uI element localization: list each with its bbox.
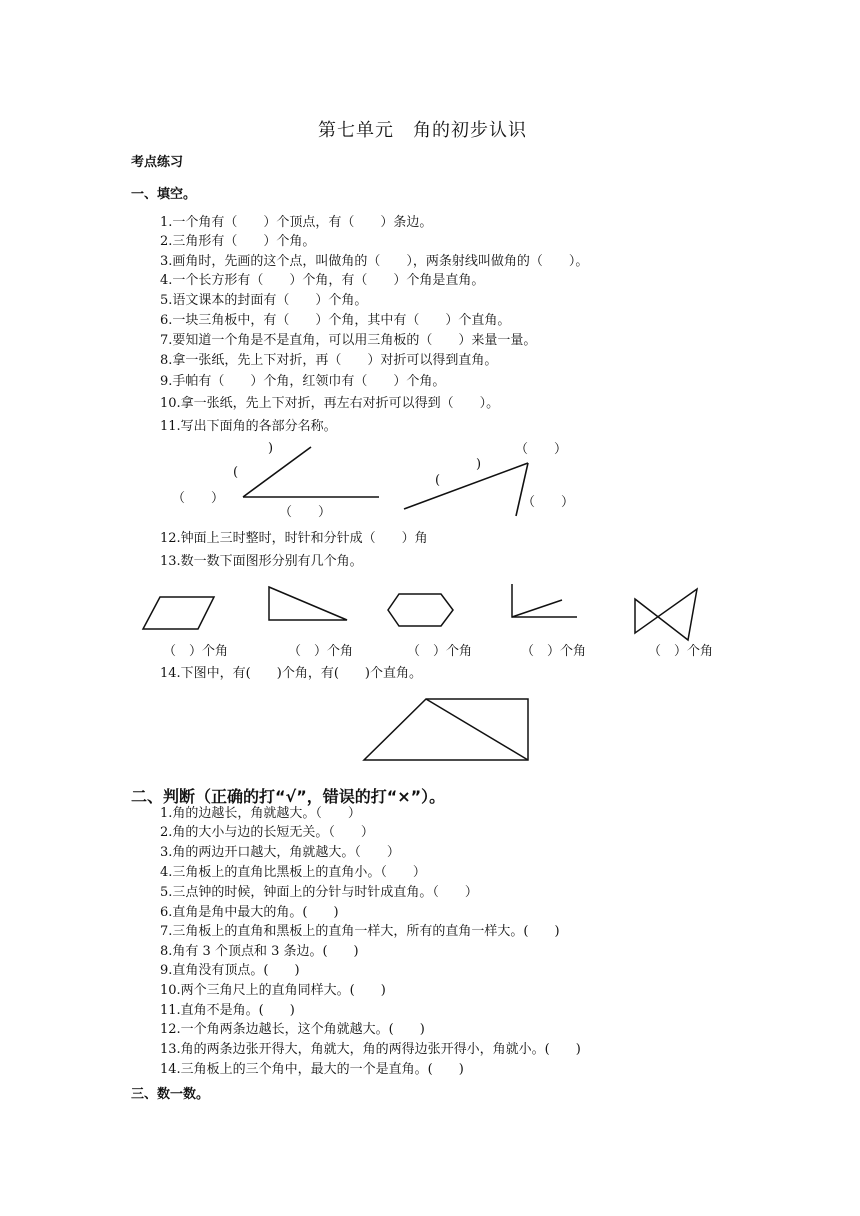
judge-item-2: 2.角的大小与边的长短无关。（ ） bbox=[160, 825, 374, 840]
angle1-mark-top: ) bbox=[268, 441, 274, 456]
section3-heading: 三、数一数。 bbox=[131, 1087, 210, 1102]
judge-item-5: 5.三点钟的时候，钟面上的分针与时针成直角。（ ） bbox=[160, 885, 478, 900]
section1-heading: 一、填空。 bbox=[131, 187, 197, 202]
angle1-mark-mid: ( bbox=[233, 465, 239, 480]
judge-item-12: 12.一个角两条边越长，这个角就越大。( ) bbox=[160, 1022, 425, 1037]
judge-item-1: 1.角的边越长，角就越大。（ ） bbox=[160, 806, 361, 821]
fill-item-11: 11.写出下面角的各部分名称。 bbox=[160, 419, 337, 434]
page-subtitle: 考点练习 bbox=[131, 155, 184, 170]
count-label-4: （ ）个角 bbox=[521, 644, 587, 659]
judge-item-14: 14.三角板上的三个角中，最大的一个是直角。( ) bbox=[160, 1062, 464, 1077]
judge-item-8: 8.角有 3 个顶点和 3 条边。( ) bbox=[160, 944, 359, 959]
fill-item-13: 13.数一数下面图形分别有几个角。 bbox=[160, 554, 363, 569]
count-label-5: （ ）个角 bbox=[648, 644, 714, 659]
judge-item-6: 6.直角是角中最大的角。( ) bbox=[160, 905, 339, 920]
judge-item-13: 13.角的两条边张开得大，角就大，角的两得边张开得小，角就小。( ) bbox=[160, 1042, 581, 1057]
fill-item-14: 14.下图中，有( )个角，有( )个直角。 bbox=[160, 666, 422, 681]
judge-item-10: 10.两个三角尺上的直角同样大。( ) bbox=[160, 983, 386, 998]
fill-item-9: 9.手帕有（ ）个角，红领巾有（ ）个角。 bbox=[160, 374, 446, 389]
fill-item-3: 3.画角时，先画的这个点，叫做角的（ ），两条射线叫做角的（ ）。 bbox=[160, 254, 589, 269]
fill-item-2: 2.三角形有（ ）个角。 bbox=[160, 234, 316, 249]
count-label-3: （ ）个角 bbox=[407, 644, 473, 659]
fill-item-8: 8.拿一张纸，先上下对折，再（ ）对折可以得到直角。 bbox=[160, 353, 498, 368]
fill-item-4: 4.一个长方形有（ ）个角，有（ ）个角是直角。 bbox=[160, 273, 485, 288]
judge-item-11: 11.直角不是角。( ) bbox=[160, 1003, 295, 1018]
angle1-label-side: （ ） bbox=[279, 505, 332, 520]
fill-item-12: 12.钟面上三时整时，时针和分针成（ ）角 bbox=[160, 531, 428, 546]
angle1-label-vertex: （ ） bbox=[172, 491, 225, 506]
fill-item-6: 6.一块三角板中，有（ ）个角，其中有（ ）个直角。 bbox=[160, 313, 511, 328]
angle2-mark-top: ) bbox=[476, 457, 482, 472]
judge-item-3: 3.角的两边开口越大，角就越大。（ ） bbox=[160, 845, 400, 860]
count-label-1: （ ）个角 bbox=[163, 644, 229, 659]
fill-item-10: 10.拿一张纸，先上下对折，再左右对折可以得到（ ）。 bbox=[160, 396, 500, 411]
trapezoid-shape bbox=[364, 699, 528, 760]
section2-heading: 二、判断（正确的打“√”，错误的打“×”）。 bbox=[131, 787, 446, 806]
judge-item-7: 7.三角板上的直角和黑板上的直角一样大，所有的直角一样大。( ) bbox=[160, 924, 560, 939]
fill-item-1: 1.一个角有（ ）个顶点，有（ ）条边。 bbox=[160, 215, 433, 230]
fill-item-5: 5.语文课本的封面有（ ）个角。 bbox=[160, 293, 368, 308]
angle2-mark-mid: ( bbox=[435, 473, 441, 488]
trapezoid-diagonal bbox=[426, 699, 528, 760]
judge-item-4: 4.三角板上的直角比黑板上的直角小。（ ） bbox=[160, 865, 426, 880]
angle2-label-side: （ ） bbox=[522, 495, 575, 510]
judge-item-9: 9.直角没有顶点。( ) bbox=[160, 963, 300, 978]
fill-item-7: 7.要知道一个角是不是直角，可以用三角板的（ ）来量一量。 bbox=[160, 333, 537, 348]
page-title: 第七单元 角的初步认识 bbox=[318, 120, 527, 141]
count-label-2: （ ）个角 bbox=[288, 644, 354, 659]
angle2-label-vertex: （ ） bbox=[515, 442, 568, 457]
